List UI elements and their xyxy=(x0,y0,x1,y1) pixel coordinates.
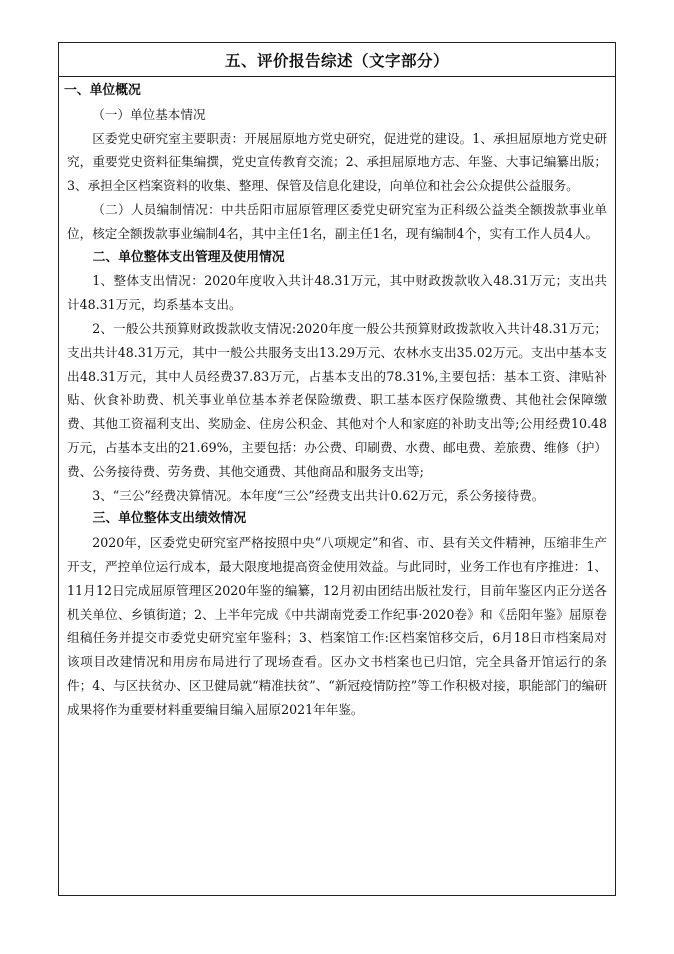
report-title: 五、评价报告综述（文字部分） xyxy=(59,43,615,77)
paragraph-public-budget: 2、一般公共预算财政拨款收支情况:2020年度一般公共预算财政拨款收入共计48.31万元；支出共计48.31万元，其中一般公共服务支出13.29万元、农林水支出35.02万元。支出中基本支出48.31万元，其中人员经费37.83万元，占基本支出的78.31%,主要包括：基本工资、津贴补贴、伙食补助费、机关事业单位基本养老保险缴费、职工基本医疗保险缴费、其他社会保障缴费、其他工资福利支出、奖励金、住房公积金、其他对个人和家庭的补助支出等;公用经费10.48万元，占基本支出的21.69%，主要包括：办公费、印刷费、水费、邮电费、差旅费、维修（护）费、公务接待费、劳务费、其他交通费、其他商品和服务支出等; xyxy=(67,320,607,479)
paragraph-duties: 区委党史研究室主要职责：开展屈原地方党史研究，促进党的建设。1、承担屈原地方党史研究，重要党史资料征集编撰，党史宣传教育交流；2、承担屈原地方志、年鉴、大事记编纂出版；3、承担全区档案资料的收集、整理、保管及信息化建设，向单位和社会公众提供公益服务。 xyxy=(67,130,607,194)
paragraph-three-public-expenses: 3、“三公”经费决算情况。本年度“三公”经费支出共计0.62万元，系公务接待费。 xyxy=(92,487,545,503)
section-heading-expenditure-management: 二、单位整体支出管理及使用情况 xyxy=(92,249,285,265)
report-table-frame xyxy=(58,42,616,896)
paragraph-staffing: （二）人员编制情况：中共岳阳市屈原管理区委党史研究室为正科级公益类全额拨款事业单位，核定全额拨款事业编制4名，其中主任1名，副主任1名，现有编制4个，实有工作人员4人。 xyxy=(67,201,607,241)
paragraph-performance: 2020年，区委党史研究室严格按照中央“八项规定”和省、市、县有关文件精神，压缩非生产开支，严控单位运行成本，最大限度地提高资金使用效益。与此同时，业务工作也有序推进：1、11月12日完成屈原管理区2020年鉴的编纂，12月初由团结出版社发行，目前年鉴区内正分送各机关单位、乡镇街道；2、上半年完成《中共湖南党委工作纪事·2020卷》和《岳阳年鉴》屈原卷组稿任务并提交市委党史研究室年鉴科；3、档案馆工作:区档案馆移交后，6月18日市档案局对该项目改建情况和用房布局进行了现场查看。区办文书档案也已归馆，完全具备开馆运行的条件；4、与区扶贫办、区卫健局就“精准扶贫”、“新冠疫情防控”等工作积极对接，职能部门的编研成果将作为重要材料重要编目编入屈原2021年年鉴。 xyxy=(67,535,607,717)
report-body xyxy=(59,77,615,722)
section-heading-performance: 三、单位整体支出绩效情况 xyxy=(92,511,247,527)
paragraph-overall-expenditure: 1、整体支出情况：2020年度收入共计48.31万元，其中财政拨款收入48.31万元；支出共计48.31万元，均系基本支出。 xyxy=(67,273,607,313)
subsection-heading-basic-info: （一）单位基本情况 xyxy=(92,106,206,122)
section-heading-unit-overview: 一、单位概况 xyxy=(64,83,141,98)
